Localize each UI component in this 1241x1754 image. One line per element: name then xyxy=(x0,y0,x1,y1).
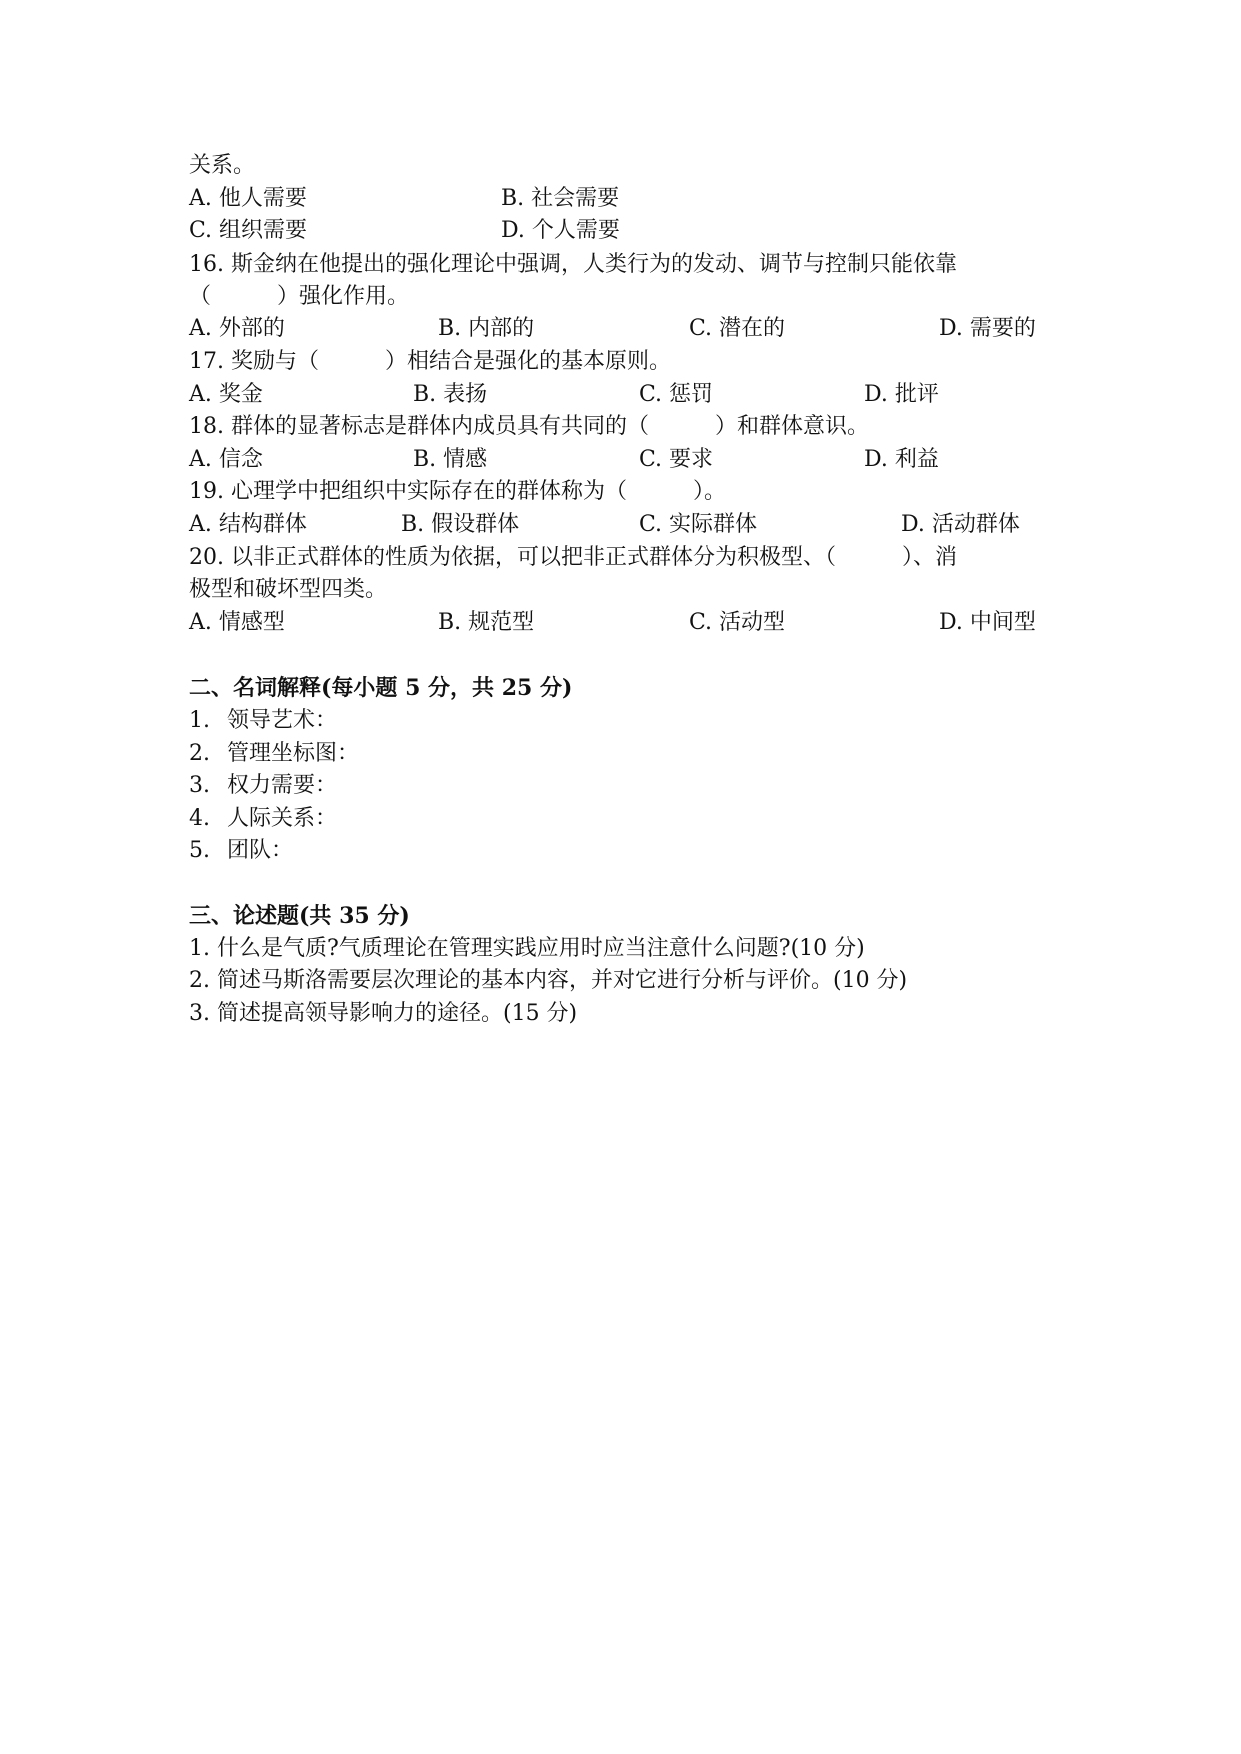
essay-question-3: 3. 简述提高领导影响力的途径。(15 分) xyxy=(189,1001,578,1026)
q17-option-a: A. 奖金 xyxy=(189,382,263,407)
q18-option-b: B. 情感 xyxy=(413,447,488,472)
q16-text-line1: 16. 斯金纳在他提出的强化理论中强调，人类行为的发动、调节与控制只能依靠 xyxy=(189,252,957,277)
q16-option-a: A. 外部的 xyxy=(189,316,285,341)
q20-option-d: D. 中间型 xyxy=(939,610,1036,635)
q16-option-b: B. 内部的 xyxy=(438,316,535,341)
term-number: 1. xyxy=(189,708,210,733)
term-item-4 xyxy=(189,804,337,834)
q15-option-d: D. 个人需要 xyxy=(501,218,620,243)
q15-option-b: B. 社会需要 xyxy=(501,186,620,211)
q19-option-a: A. 结构群体 xyxy=(189,512,307,537)
q20-text-line2: 极型和破坏型四类。 xyxy=(189,577,388,602)
q20-option-b: B. 规范型 xyxy=(438,610,535,635)
q20-option-a: A. 情感型 xyxy=(189,610,285,635)
q18-option-d: D. 利益 xyxy=(864,447,939,472)
q15-option-a: A. 他人需要 xyxy=(189,186,307,211)
term-item-1 xyxy=(189,706,337,736)
term-label: 权力需要： xyxy=(227,773,338,798)
term-label: 人际关系： xyxy=(227,806,338,831)
q16-option-d: D. 需要的 xyxy=(939,316,1036,341)
term-item-2 xyxy=(189,739,359,769)
q15-option-c: C. 组织需要 xyxy=(189,218,308,243)
q19-text: 19. 心理学中把组织中实际存在的群体称为（ ）。 xyxy=(189,479,726,504)
term-label: 领导艺术： xyxy=(227,708,338,733)
q20-option-c: C. 活动型 xyxy=(689,610,786,635)
term-item-3 xyxy=(189,771,337,801)
term-number: 5. xyxy=(189,838,210,863)
q18-text: 18. 群体的显著标志是群体内成员具有共同的（ ）和群体意识。 xyxy=(189,414,869,439)
term-number: 2. xyxy=(189,741,210,766)
q19-option-c: C. 实际群体 xyxy=(639,512,758,537)
term-item-5 xyxy=(189,836,293,866)
q19-option-d: D. 活动群体 xyxy=(901,512,1020,537)
q17-option-d: D. 批评 xyxy=(864,382,939,407)
essay-question-1: 1. 什么是气质?气质理论在管理实践应用时应当注意什么问题?(10 分) xyxy=(189,936,865,961)
term-number: 4. xyxy=(189,806,210,831)
q19-option-b: B. 假设群体 xyxy=(401,512,520,537)
q17-option-c: C. 惩罚 xyxy=(639,382,714,407)
q20-text-line1: 20. 以非正式群体的性质为依据，可以把非正式群体分为积极型、（ ）、消 xyxy=(189,545,957,570)
term-number: 3. xyxy=(189,773,210,798)
essay-question-2: 2. 简述马斯洛需要层次理论的基本内容，并对它进行分析与评价。(10 分) xyxy=(189,968,908,993)
q16-option-c: C. 潜在的 xyxy=(689,316,786,341)
term-label: 团队： xyxy=(227,838,294,863)
q18-option-a: A. 信念 xyxy=(189,447,263,472)
q15-text-tail: 关系。 xyxy=(189,153,256,178)
q16-text-line2: （ ）强化作用。 xyxy=(189,284,410,309)
q18-option-c: C. 要求 xyxy=(639,447,714,472)
q17-option-b: B. 表扬 xyxy=(413,382,488,407)
section2-title: 二、名词解释(每小题 5 分，共 25 分) xyxy=(189,675,573,701)
section3-title: 三、论述题(共 35 分) xyxy=(189,903,410,929)
term-label: 管理坐标图： xyxy=(227,741,360,766)
q17-text: 17. 奖励与（ ）相结合是强化的基本原则。 xyxy=(189,349,671,374)
